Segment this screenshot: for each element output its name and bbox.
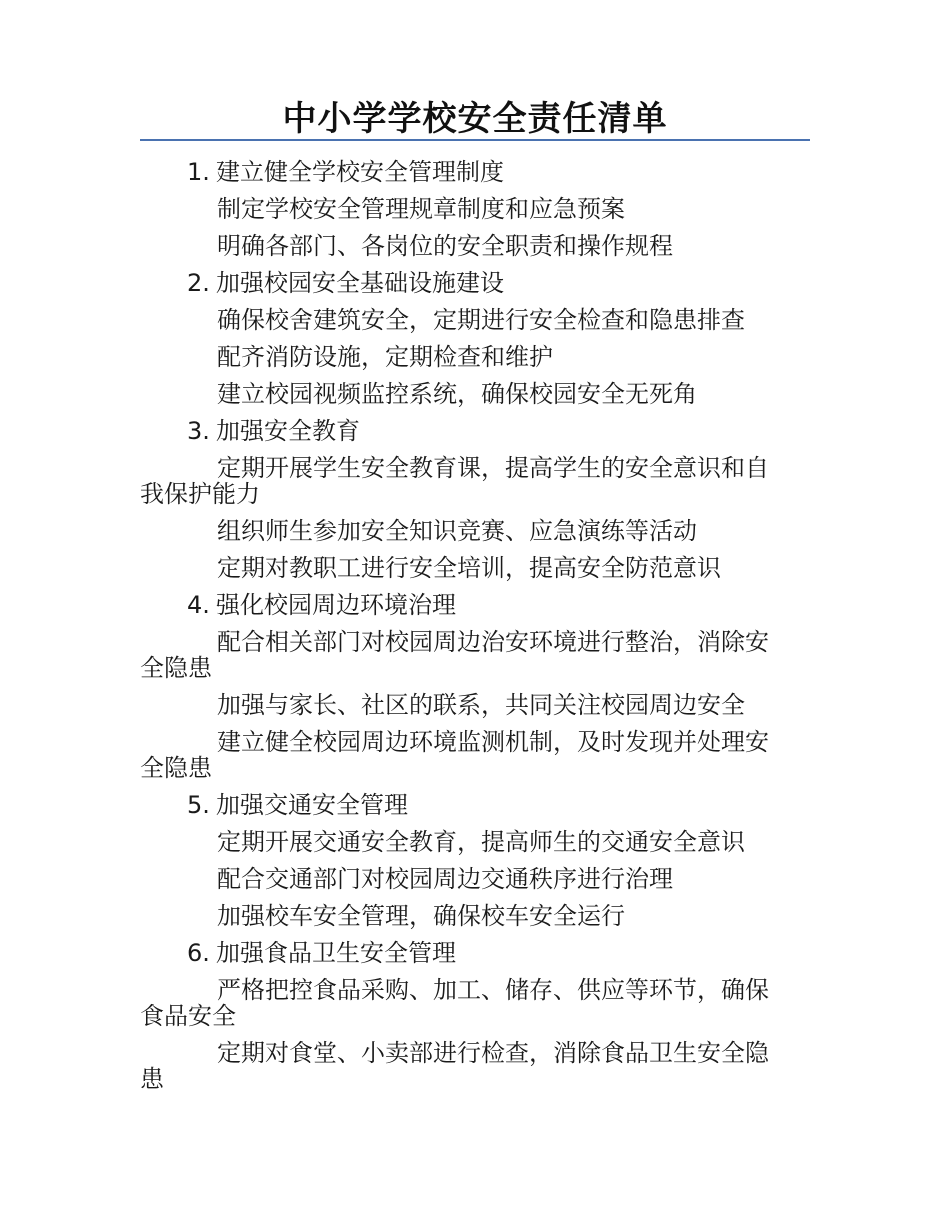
section-heading-6 — [140, 935, 792, 972]
list-item: 定期对教职工进行安全培训，提高安全防范意识 — [217, 554, 721, 582]
section-number: 5. — [187, 791, 210, 819]
section-number: 6. — [187, 939, 210, 967]
list-item: 组织师生参加安全知识竞赛、应急演练等活动 — [217, 517, 697, 545]
list-item: 配合交通部门对校园周边交通秩序进行治理 — [217, 865, 673, 893]
list-item: 定期对食堂、小卖部进行检查，消除食品卫生安全隐患 — [140, 1039, 769, 1093]
section-heading-text: 加强校园安全基础设施建设 — [216, 269, 504, 297]
list-item: 配合相关部门对校园周边治安环境进行整治，消除安全隐患 — [140, 628, 769, 682]
list-item: 建立健全校园周边环境监测机制，及时发现并处理安全隐患 — [140, 728, 769, 782]
list-item: 确保校舍建筑安全，定期进行安全检查和隐患排查 — [217, 306, 745, 334]
section-heading-text: 强化校园周边环境治理 — [216, 591, 456, 619]
section-heading-3 — [140, 413, 792, 450]
section-number: 2. — [187, 269, 210, 297]
document-title: 中小学学校安全责任清单 — [282, 99, 668, 139]
list-item: 加强校车安全管理，确保校车安全运行 — [217, 902, 625, 930]
list-item: 制定学校安全管理规章制度和应急预案 — [217, 195, 625, 223]
list-item: 配齐消防设施，定期检查和维护 — [217, 343, 553, 371]
list-item: 加强与家长、社区的联系，共同关注校园周边安全 — [217, 691, 745, 719]
section-heading-5 — [140, 787, 792, 824]
list-item: 明确各部门、各岗位的安全职责和操作规程 — [217, 232, 673, 260]
section-number: 1. — [187, 158, 210, 186]
list-item: 建立校园视频监控系统，确保校园安全无死角 — [217, 380, 697, 408]
document-body — [140, 154, 792, 1098]
section-heading-4 — [140, 587, 792, 624]
section-number: 3. — [187, 417, 210, 445]
list-item: 严格把控食品采购、加工、储存、供应等环节，确保食品安全 — [140, 976, 769, 1030]
section-heading-text: 加强交通安全管理 — [216, 791, 408, 819]
list-item: 定期开展学生安全教育课，提高学生的安全意识和自我保护能力 — [140, 454, 769, 508]
title-underline — [140, 139, 810, 141]
list-item: 定期开展交通安全教育，提高师生的交通安全意识 — [217, 828, 745, 856]
section-number: 4. — [187, 591, 210, 619]
section-heading-text: 加强食品卫生安全管理 — [216, 939, 456, 967]
section-heading-1 — [140, 154, 792, 191]
section-heading-2 — [140, 265, 792, 302]
section-heading-text: 加强安全教育 — [216, 417, 360, 445]
section-heading-text: 建立健全学校安全管理制度 — [216, 158, 504, 186]
